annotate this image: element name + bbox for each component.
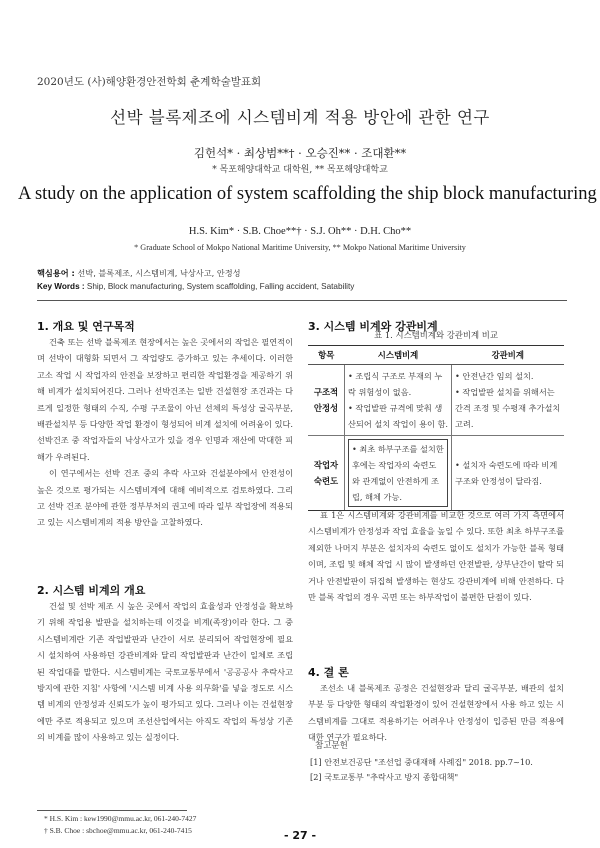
table-cell-line: • 설치자 숙련도에 따라 비계 구조와 안정성이 달라짐. (455, 460, 558, 486)
keywords-english-text: Ship, Block manufacturing, System scaffolding, Falling accident, Satability (86, 282, 355, 291)
affiliation-english: * Graduate School of Mokpo National Maritime University, ** Mokpo National Maritime University (134, 243, 466, 252)
comparison-table (308, 345, 564, 511)
table-header-steel: 강관비계 (452, 346, 565, 365)
section-1-paragraph: 이 연구에서는 선박 건조 중의 추락 사고와 건설분야에서 안전성이 높은 것으로 평가되는 시스템비계에 대해 예비적으로 검토하였다. 그리고 선박 건조 분야에 관한 정부부처의 권고에 따라 일부 작업장에 적용되고 있는 시스템비계의 적용 방안을 고찰하였다. (37, 468, 293, 528)
section-4-heading: 4. 결 론 (308, 666, 349, 679)
paper-title-english: A study on the application of system scaffolding the ship block manufacturing (18, 184, 597, 204)
keywords-english (37, 282, 354, 291)
section-3-body (308, 507, 564, 605)
keywords-korean-text: 선박, 블록제조, 시스템비계, 낙상사고, 안정성 (77, 268, 241, 278)
footnote-2: † S.B. Choe : sbchoe@mmu.ac.kr, 061-240-7415 (44, 826, 192, 835)
table-cell-system (345, 365, 452, 436)
table-cell-steel (452, 365, 565, 436)
table-row-label: 작업자 숙련도 (308, 436, 345, 511)
references-heading: 참고문헌 (315, 741, 348, 751)
footnote-1: * H.S. Kim : kew1990@mmu.ac.kr, 061-240-7427 (44, 814, 197, 823)
reference-item: [1] 안전보건공단 "조선업 중대재해 사례집" 2018. pp.7~10. (310, 757, 533, 767)
table-cell-line: • 안전난간 임의 설치. (455, 371, 534, 381)
table-caption: 표 1. 시스템비계와 강관비계 비교 (374, 330, 498, 340)
section-2-paragraph: 건설 및 선박 제조 시 높은 곳에서 작업의 효율성과 안정성을 확보하기 위해 작업용 발판을 설치하는데 이것을 비계(족장)이라 한다. 그 중 시스템비계란 기존 작업발판과 난간이 서로 분리되어 작업현장에 필요 시 설치하여 사용하던 강관비계와 달리 작업발판과 난간이 일체로 조립된 작업대를 말한다. 시스템비계는 국토교통부에서 '공공공사 추락사고 방지에 관한 지침' 사항에 '시스템 비계 사용 의무화'를 넣을 정도로 시스템 비계의 안정성과 신뢰도가 높이 평가되고 있다. 그러나 이는 건설현장에만 주로 적용되고 있으며 조선산업에서는 아직도 작업의 특성상 기존의 비계를 많이 사용하고 있는 실정이다. (37, 601, 293, 743)
table-row (308, 365, 564, 436)
section-3-paragraph: 표 1은 시스템비계와 강관비계를 비교한 것으로 여러 가지 측면에서 시스템비계가 안정성과 작업 효율을 높일 수 있다. 또한 최초 하부구조를 제외한 나머지 부분은 설치자의 숙련도 없이도 설치가 가능한 블록 형태이며, 조립 및 해체 작업 시 많이 발생하던 안전발판, 상부난간이 탈락 되거나 안전발판이 뒤집혀 발생하는 현상도 강관비계에 비해 안전하다. 다만 블록 작업의 경우 곡면 또는 하부작업이 불편한 단점이 있다. (308, 510, 564, 603)
page-number: - 27 - (283, 829, 317, 842)
table-cell-system (345, 436, 452, 511)
table-row (308, 436, 564, 511)
table-cell-line: • 작업발판 설치를 위해서는 간격 조정 및 수평재 추가설치 고려. (455, 387, 561, 429)
footnote-divider (37, 810, 187, 811)
header-divider (37, 300, 567, 301)
table-cell-line: • 조립식 구조로 부재의 누락 위험성이 없음. (348, 371, 443, 397)
section-4-body (308, 680, 564, 746)
reference-item: [2] 국토교통부 "추락사고 방지 종합대책" (310, 772, 459, 782)
keywords-korean (37, 268, 241, 279)
table-header-item: 항목 (308, 346, 345, 365)
table-cell-line: • 작업발판 규격에 맞춰 생산되어 설치 작업이 용이 함. (348, 403, 449, 429)
table-row-label: 구조적 안정성 (308, 365, 345, 436)
authors-korean: 김헌석* · 최상범**† · 오승진** · 조대환** (193, 146, 407, 160)
section-3-heading: 3. 시스템 비계와 강관비계 (308, 320, 438, 333)
section-1-paragraph: 건축 또는 선박 블록제조 현장에서는 높은 곳에서의 작업은 필연적이며 선박이 대형화 되면서 그 작업량도 증가하고 있는 추세이다. 이러한 고소 작업 시 작업자의 안전을 보장하고 편리한 작업환경을 제공하기 위해 비계가 설치되어진다. 그러나 선박건조는 일반 건설현장 조건과는 다르게 일정한 형태의 수직, 수평 구조물이 아닌 선체의 특성상 굴곡부분, 배관설치부 등 다양한 작업 환경이 형성되어 비계 설치에 어려움이 있다. 선박건조 중 작업자들의 낙상사고가 있을 경우 인명과 재산에 막대한 피해가 우려된다. (37, 337, 293, 462)
section-2-heading: 2. 시스템 비계의 개요 (37, 584, 146, 597)
table-cell-line: • 최초 하부구조를 설치한 후에는 작업자의 숙련도와 관계없이 안전하게 조립, 해체 가능. (348, 439, 448, 507)
affiliation-korean: * 목포해양대학교 대학원, ** 목포해양대학교 (212, 165, 388, 175)
table-header-system: 시스템비계 (345, 346, 452, 365)
section-2-body (37, 598, 293, 746)
table-header-row (308, 346, 564, 365)
keywords-korean-label: 핵심용어 : (37, 268, 75, 278)
section-4-paragraph: 조선소 내 블록제조 공정은 건설현장과 달리 굴곡부분, 배관의 설치부분 등 다양한 형태의 작업환경이 있어 건설현장에서 사용 하고 있는 시스템비계를 그대로 적용하기는 어려우나 안정성이 입증된 만큼 적용에 대한 연구가 필요하다. (308, 683, 564, 743)
section-1-body (37, 334, 293, 531)
table-cell-steel (452, 436, 565, 511)
paper-title-korean: 선박 블록제조에 시스템비계 적용 방안에 관한 연구 (110, 108, 490, 127)
section-1-heading: 1. 개요 및 연구목적 (37, 320, 135, 333)
keywords-english-label: Key Words : (37, 282, 85, 291)
authors-english: H.S. Kim* · S.B. Choe**† · S.J. Oh** · D.H. Cho** (188, 226, 412, 237)
conference-header: 2020년도 (사)해양환경안전학회 춘계학술발표회 (37, 76, 262, 88)
